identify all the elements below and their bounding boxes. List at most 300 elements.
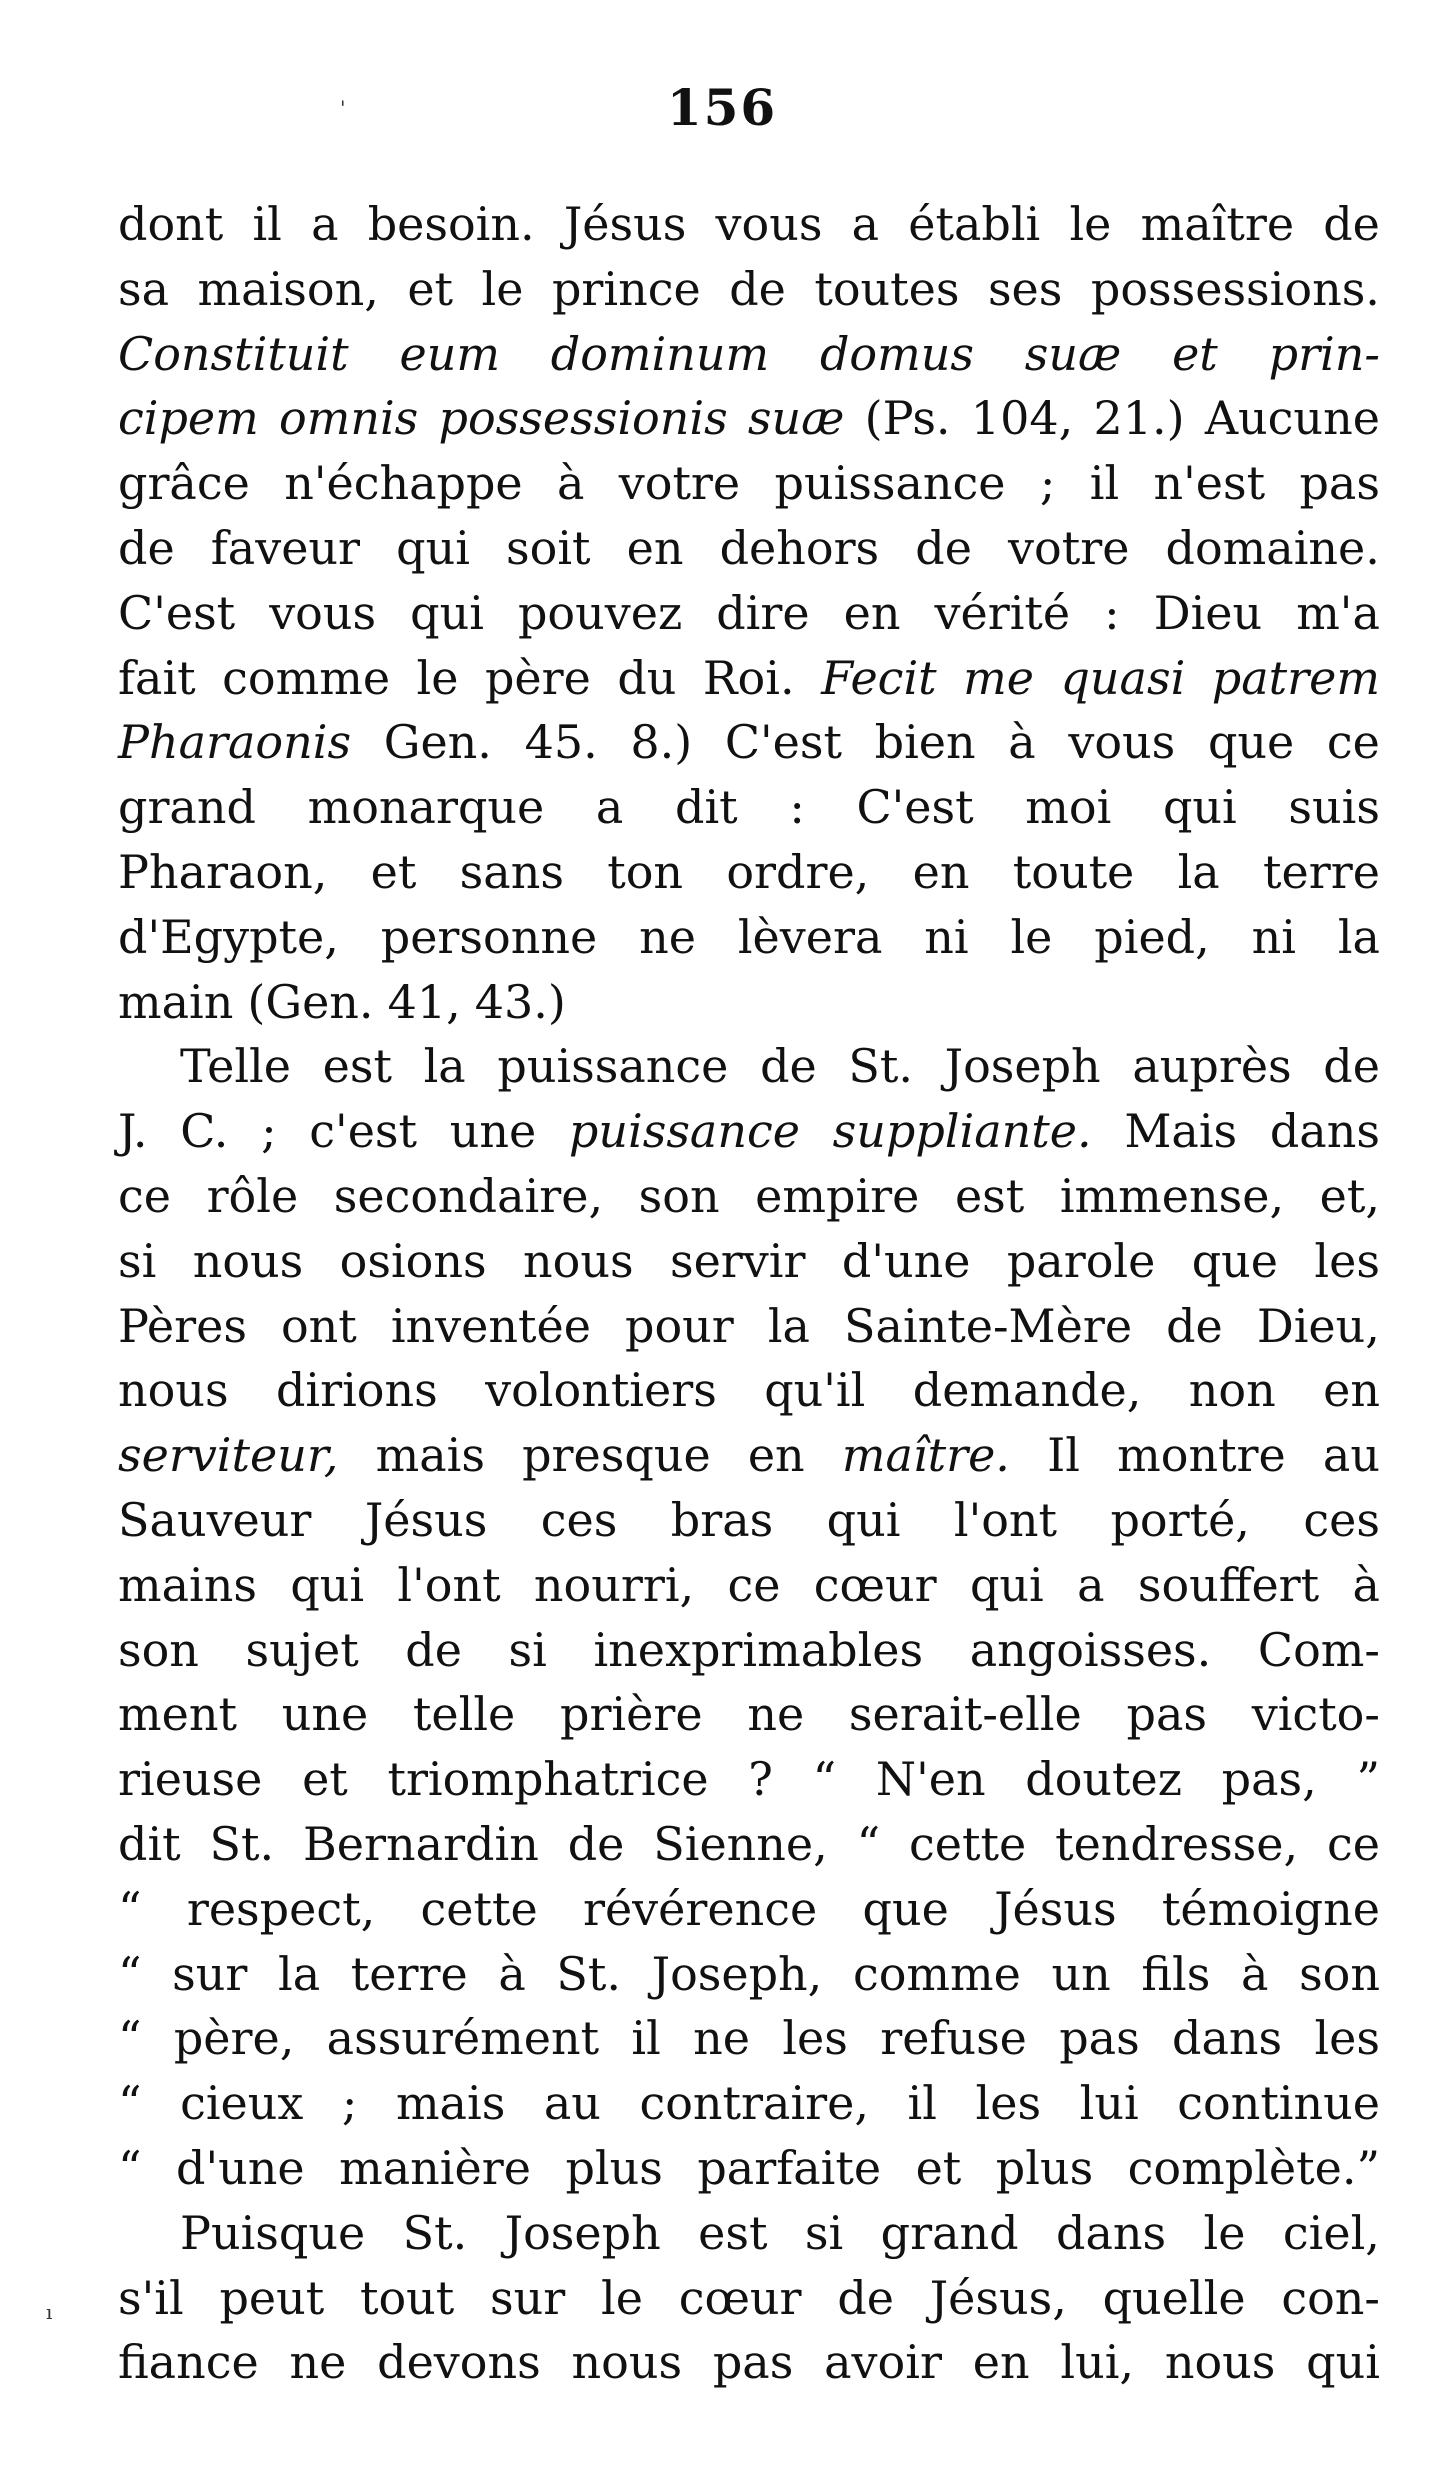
word: faveur: [210, 520, 361, 575]
word: a: [851, 197, 880, 251]
word: la: [423, 1039, 466, 1094]
word: telle: [412, 1687, 516, 1742]
word: Pharaon,: [118, 844, 328, 899]
word: 8.): [630, 715, 693, 770]
word: presque: [522, 1428, 711, 1483]
word: le: [1069, 197, 1112, 251]
word: de: [1166, 1298, 1223, 1353]
word: Il: [1047, 1428, 1080, 1483]
word: pied,: [1094, 909, 1210, 964]
word: cœur: [678, 2270, 802, 2325]
word: Sainte-Mère: [844, 1298, 1133, 1353]
word: dont: [118, 197, 224, 251]
word: cœur: [813, 1557, 937, 1612]
body-text: [118, 192, 1380, 2395]
word: il: [252, 197, 282, 251]
word: Sienne,: [653, 1816, 828, 1871]
word: suæ: [1024, 326, 1122, 381]
word: sujet: [245, 1622, 359, 1677]
word: lèvera: [737, 909, 883, 964]
word: toutes: [814, 261, 960, 316]
word: de: [1323, 197, 1380, 251]
word: J.: [118, 1104, 148, 1159]
word: respect,: [186, 1881, 376, 1936]
word: fiance: [118, 2335, 259, 2390]
word: ;: [261, 1104, 277, 1159]
word: son: [638, 1168, 720, 1223]
word: pas: [712, 2335, 794, 2390]
word: de: [729, 261, 786, 316]
word: St.: [402, 2205, 468, 2260]
text-line: [118, 2136, 1380, 2201]
word: et: [915, 2140, 962, 2195]
word: St.: [556, 1946, 622, 2001]
word: Roi.: [702, 650, 795, 705]
word: mais: [375, 1428, 485, 1483]
word: et: [407, 261, 454, 316]
word: votre: [618, 456, 741, 511]
word: vous: [1068, 715, 1176, 770]
text-line: [118, 646, 1380, 711]
word: rieuse: [118, 1752, 263, 1807]
word: ses: [987, 261, 1063, 316]
text-line: [118, 970, 1380, 1035]
word: grand: [880, 2205, 1019, 2260]
word: St.: [209, 1816, 275, 1871]
word: Com-: [1257, 1622, 1380, 1677]
word: si: [508, 1622, 547, 1677]
word: est: [698, 2205, 768, 2260]
word: porté,: [1110, 1492, 1250, 1547]
word: grâce: [118, 456, 250, 511]
word: qui: [969, 1557, 1044, 1612]
word: 41,: [387, 974, 461, 1029]
word: la: [278, 1946, 321, 2001]
text-line: [118, 775, 1380, 840]
text-line: [118, 1942, 1380, 2007]
word: la: [1337, 909, 1380, 964]
word: ;: [341, 2076, 358, 2131]
word: monarque: [307, 780, 545, 835]
word: assurément: [326, 2011, 600, 2066]
word: Jésus,: [929, 2270, 1067, 2325]
word: que: [1191, 1233, 1279, 1288]
word: Jésus: [364, 1492, 488, 1547]
word: établi: [908, 197, 1041, 251]
word: les: [1314, 1233, 1380, 1288]
word: comme: [222, 650, 391, 705]
word: m'a: [1296, 585, 1380, 640]
word: sur: [490, 2270, 566, 2325]
text-line: [118, 257, 1380, 322]
word: patrem: [1211, 650, 1380, 705]
word: à: [498, 1946, 526, 2001]
word: manière: [339, 2140, 531, 2195]
text-line: [118, 1877, 1380, 1942]
word: 45.: [524, 715, 598, 770]
word: nous: [571, 2335, 683, 2390]
word: maison,: [197, 261, 379, 316]
word: ?: [748, 1752, 773, 1807]
text-line: [118, 1294, 1380, 1359]
word: a: [595, 780, 624, 835]
word: il: [1089, 456, 1120, 511]
word: puissance: [568, 1104, 800, 1159]
word: vous: [715, 197, 823, 251]
word: main: [118, 974, 234, 1029]
word: ne: [289, 2335, 347, 2390]
word: pour: [625, 1298, 734, 1353]
word: suppliante.: [832, 1104, 1092, 1159]
text-line: [118, 710, 1380, 775]
word: une: [281, 1687, 369, 1742]
word: Dieu,: [1256, 1298, 1380, 1353]
word: à: [1008, 715, 1036, 770]
word: besoin.: [367, 197, 535, 251]
word: si: [118, 1233, 157, 1288]
text-line: [118, 1164, 1380, 1229]
word: Gen.: [383, 715, 492, 770]
word: soit: [506, 520, 591, 575]
word: nous: [1164, 2335, 1276, 2390]
word: victo-: [1251, 1687, 1380, 1742]
word: qui: [1162, 780, 1237, 835]
word: non: [1188, 1363, 1276, 1418]
word: pouvez: [517, 585, 683, 640]
text-line: [118, 2266, 1380, 2331]
word: lui,: [1060, 2335, 1135, 2390]
word: qui: [1306, 2335, 1380, 2390]
word: possessions.: [1090, 261, 1380, 316]
word: nous: [523, 1233, 634, 1288]
word: de: [118, 520, 175, 575]
word: le: [481, 261, 524, 316]
word: C.: [180, 1104, 229, 1159]
word: dire: [716, 585, 810, 640]
word: le: [416, 650, 459, 705]
word: cipem: [118, 391, 259, 446]
word: ne: [639, 909, 696, 964]
word: que: [862, 1881, 949, 1936]
word: à: [1241, 1946, 1269, 2001]
word: dit: [118, 1816, 181, 1871]
word: Bernardin: [303, 1816, 539, 1871]
word: inexprimables: [593, 1622, 924, 1677]
word: eum: [399, 326, 500, 381]
word: a: [1077, 1557, 1105, 1612]
word: dans: [1056, 2205, 1167, 2260]
text-line: [118, 1034, 1380, 1099]
word: les: [1314, 2011, 1380, 2066]
word: N'en: [875, 1752, 986, 1807]
word: Sauveur: [118, 1492, 312, 1547]
word: serviteur,: [118, 1428, 339, 1483]
word: :: [1104, 585, 1120, 640]
word: votre: [1008, 520, 1130, 575]
word: témoigne: [1161, 1881, 1380, 1936]
word: “: [118, 2011, 142, 2066]
word: en: [626, 520, 684, 575]
word: 21.): [1093, 391, 1185, 446]
word: qu'il: [764, 1363, 866, 1418]
word: dominum: [550, 326, 770, 381]
word: :: [789, 780, 805, 835]
word: me: [963, 650, 1034, 705]
word: “: [118, 1881, 142, 1936]
word: d'Egypte,: [118, 909, 339, 964]
word: a: [311, 197, 339, 251]
word: fils: [1141, 1946, 1211, 2001]
word: s'il: [118, 2270, 184, 2325]
word: C'est: [118, 585, 236, 640]
word: en: [912, 844, 970, 899]
word: Aucune: [1204, 391, 1380, 446]
word: est: [322, 1039, 392, 1094]
word: d'une: [841, 1233, 971, 1288]
word: 104,: [970, 391, 1074, 446]
word: volontiers: [485, 1363, 717, 1418]
word: ton: [607, 844, 684, 899]
word: con-: [1281, 2270, 1380, 2325]
word: triomphatrice: [387, 1752, 709, 1807]
word: dans: [1269, 1104, 1380, 1159]
word: vérité: [934, 585, 1071, 640]
text-line: [118, 1682, 1380, 1747]
word: lui: [1079, 2076, 1139, 2131]
word: toute: [1012, 844, 1135, 899]
word: de: [1323, 1039, 1380, 1094]
text-line: [118, 322, 1380, 387]
text-line: [118, 1812, 1380, 1877]
word: la: [1177, 844, 1220, 899]
page-number: 156: [666, 78, 778, 137]
word: et: [302, 1752, 348, 1807]
word: c'est: [309, 1104, 418, 1159]
word: ce: [1327, 1816, 1380, 1871]
word: les: [782, 2011, 848, 2066]
word: prince: [551, 261, 701, 316]
word: au: [1322, 1428, 1380, 1483]
word: C'est: [724, 715, 842, 770]
word: révérence: [582, 1881, 818, 1936]
word: tout: [359, 2270, 455, 2325]
word: cette: [420, 1881, 538, 1936]
word: Puisque: [180, 2205, 366, 2260]
text-line: [118, 451, 1380, 516]
word: “: [812, 1752, 837, 1807]
word: et,: [1319, 1168, 1380, 1223]
word: sa: [118, 261, 170, 316]
word: est: [954, 1168, 1025, 1223]
word: ordre,: [726, 844, 870, 899]
word: d'une: [176, 2140, 305, 2195]
word: puissance: [497, 1039, 729, 1094]
word: ;: [1039, 456, 1056, 511]
word: mains: [118, 1557, 257, 1612]
text-line: [118, 2330, 1380, 2395]
word: ment: [118, 1687, 237, 1742]
word: que: [1207, 715, 1295, 770]
word: angoisses.: [969, 1622, 1212, 1677]
word: possessionis: [438, 391, 728, 446]
word: pas,: [1221, 1752, 1317, 1807]
word: Fecit: [821, 650, 937, 705]
word: ni: [1251, 909, 1296, 964]
word: inventée: [390, 1298, 591, 1353]
print-speck: ı: [46, 2300, 53, 2324]
word: Joseph: [944, 1039, 1101, 1094]
word: quelle: [1102, 2270, 1246, 2325]
word: auprès: [1132, 1039, 1292, 1094]
word: plus: [565, 2140, 663, 2195]
text-line: [118, 2006, 1380, 2071]
text-line: [118, 581, 1380, 646]
text-line: [118, 516, 1380, 581]
word: en: [972, 2335, 1030, 2390]
word: dehors: [719, 520, 880, 575]
word: moi: [1025, 780, 1112, 835]
word: ciel,: [1282, 2205, 1380, 2260]
word: grand: [118, 780, 256, 835]
word: Pères: [118, 1298, 247, 1353]
word: Jésus: [994, 1881, 1117, 1936]
word: doutez: [1025, 1752, 1182, 1807]
word: Pharaonis: [118, 715, 352, 770]
word: pas: [1059, 2011, 1140, 2066]
word: serait-elle: [848, 1687, 1082, 1742]
word: en: [1323, 1363, 1380, 1418]
word: et: [1172, 326, 1218, 381]
word: demande,: [912, 1363, 1142, 1418]
word: son: [118, 1622, 199, 1677]
word: empire: [755, 1168, 920, 1223]
word: pas: [1299, 456, 1380, 511]
word: ni: [924, 909, 969, 964]
word: prière: [560, 1687, 703, 1742]
text-line: [118, 905, 1380, 970]
word: ne: [693, 2011, 751, 2066]
word: qui: [396, 520, 470, 575]
word: continue: [1177, 2076, 1380, 2131]
word: du: [617, 650, 677, 705]
word: Mais: [1124, 1104, 1238, 1159]
text-line: [118, 1099, 1380, 1164]
word: quasi: [1060, 650, 1186, 705]
word: l'ont: [397, 1557, 501, 1612]
word: les: [975, 2076, 1042, 2131]
word: fait: [118, 650, 196, 705]
word: “: [118, 2140, 142, 2195]
word: ces: [540, 1492, 618, 1547]
word: parole: [1006, 1233, 1156, 1288]
word: ce: [1326, 715, 1380, 770]
word: nourri,: [533, 1557, 695, 1612]
word: père,: [173, 2011, 295, 2066]
word: au: [543, 2076, 601, 2131]
word: maître.: [841, 1428, 1010, 1483]
text-line: [118, 1229, 1380, 1294]
text-line: [118, 192, 1380, 257]
word: plus: [995, 2140, 1094, 2195]
word: à: [1352, 1557, 1380, 1612]
text-line: [118, 1488, 1380, 1553]
word: secondaire,: [333, 1168, 604, 1223]
word: ont: [280, 1298, 357, 1353]
word: dirions: [275, 1363, 438, 1418]
word: montre: [1117, 1428, 1286, 1483]
word: de: [760, 1039, 817, 1094]
word: Joseph: [504, 2205, 661, 2260]
word: maître: [1140, 197, 1295, 251]
word: St.: [848, 1039, 913, 1094]
word: avoir: [824, 2335, 942, 2390]
word: nous: [192, 1233, 304, 1288]
word: de: [915, 520, 972, 575]
word: en: [843, 585, 901, 640]
text-line: [118, 1747, 1380, 1812]
word: ce: [118, 1168, 171, 1223]
word: parfaite: [697, 2140, 882, 2195]
word: de: [837, 2270, 894, 2325]
word: dans: [1172, 2011, 1283, 2066]
word: sur: [172, 1946, 248, 2001]
text-line: [118, 840, 1380, 905]
word: (Ps.: [864, 391, 951, 446]
word: domaine.: [1165, 520, 1380, 575]
text-line: [118, 1358, 1380, 1423]
word: complète.”: [1127, 2140, 1380, 2195]
word: à: [556, 456, 585, 511]
word: omnis: [279, 391, 419, 446]
word: C'est: [856, 780, 974, 835]
word: l'ont: [953, 1492, 1058, 1547]
word: rôle: [206, 1168, 299, 1223]
word: bras: [670, 1492, 774, 1547]
word: en: [747, 1428, 805, 1483]
word: Dieu: [1153, 585, 1263, 640]
word: son: [1299, 1946, 1380, 2001]
word: suis: [1288, 780, 1380, 835]
word: ce: [727, 1557, 781, 1612]
text-line: [118, 2201, 1380, 2266]
word: la: [767, 1298, 810, 1353]
word: servir: [669, 1233, 806, 1288]
word: (Gen.: [247, 974, 374, 1029]
word: ne: [747, 1687, 805, 1742]
word: refuse: [880, 2011, 1027, 2066]
word: sans: [459, 844, 564, 899]
word: souffert: [1137, 1557, 1320, 1612]
word: Constituit: [118, 326, 349, 381]
word: un: [1051, 1946, 1111, 2001]
word: vous: [269, 585, 377, 640]
word: peut: [219, 2270, 325, 2325]
word: de: [405, 1622, 462, 1677]
word: “: [118, 1946, 142, 2001]
word: nous: [118, 1363, 229, 1418]
word: le: [1010, 909, 1053, 964]
word: de: [567, 1816, 625, 1871]
word: si: [804, 2205, 844, 2260]
text-line: [118, 1423, 1380, 1488]
word: prin-: [1268, 326, 1380, 381]
word: le: [601, 2270, 643, 2325]
word: terre: [1263, 844, 1380, 899]
word: qui: [410, 585, 484, 640]
word: et: [370, 844, 417, 899]
word: qui: [826, 1492, 901, 1547]
word: tendresse,: [1055, 1816, 1299, 1871]
